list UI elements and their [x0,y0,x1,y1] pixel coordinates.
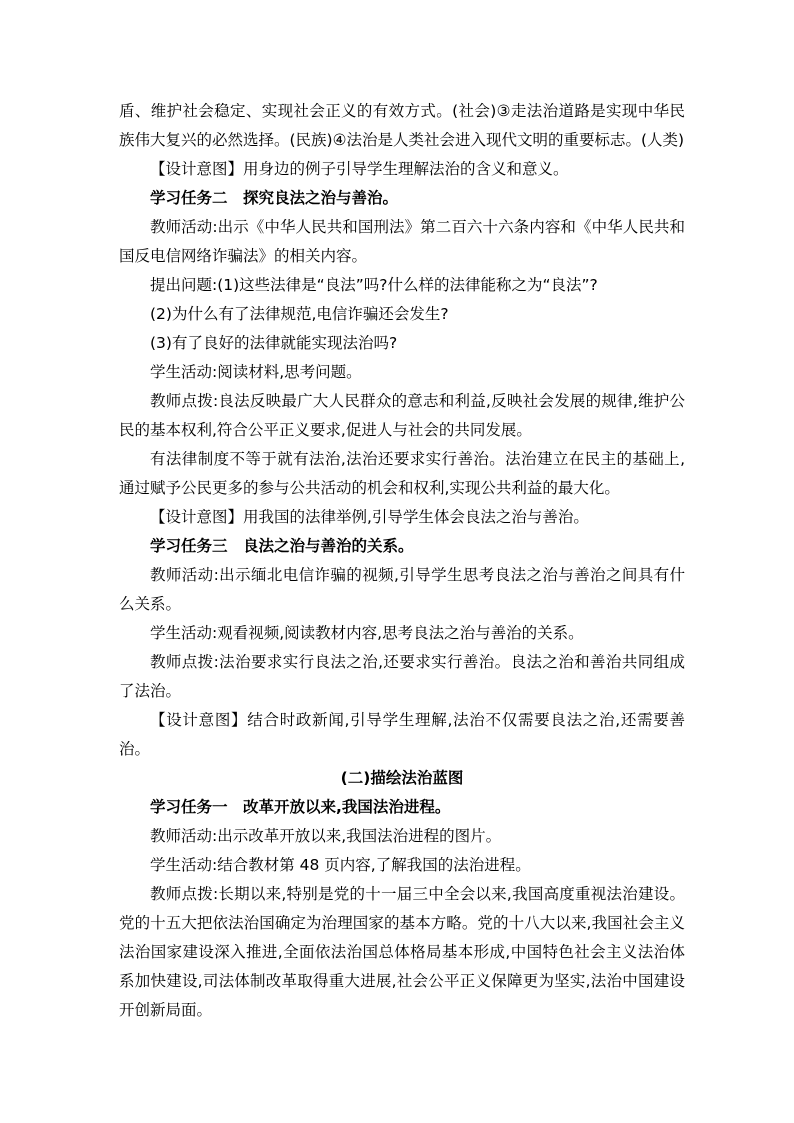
question-3: (3)有了良好的法律就能实现法治吗? [150,334,398,352]
task-heading-3: 学习任务三 良法之治与善治的关系。 [150,537,414,555]
student-activity-3: 学生活动:结合教材第 48 页内容,了解我国的法治进程。 [150,856,531,874]
design-intent-3: 【设计意图】结合时政新闻,引导学生理解,法治不仅需要良法之治,还需要善治。 [119,711,685,758]
student-activity-2: 学生活动:观看视频,阅读教材内容,思考良法之治与善治的关系。 [150,624,584,642]
design-intent-2: 【设计意图】用我国的法律举例,引导学生体会良法之治与善治。 [150,508,589,526]
teacher-activity-1: 教师活动:出示《中华人民共和国刑法》第二百六十六条内容和《中华人民共和国反电信网络诈骗法》的相关内容。 [119,218,685,265]
section-heading: (二)描绘法治蓝图 [340,769,464,787]
teacher-guidance-1: 教师点拨:良法反映最广大人民群众的意志和利益,反映社会发展的规律,维护公民的基本权利,符合公平正义要求,促进人与社会的共同发展。 [119,392,685,439]
design-intent-1: 【设计意图】用身边的例子引导学生理解法治的含义和意义。 [150,160,569,178]
task-heading-1: 学习任务一 改革开放以来,我国法治进程。 [150,798,451,816]
question-1: 提出问题:(1)这些法律是“良法”吗?什么样的法律能称之为“良法”? [150,276,598,294]
teacher-guidance-3: 教师点拨:长期以来,特别是党的十一届三中全会以来,我国高度重视法治建设。党的十五大把依法治国确定为治理国家的基本方略。党的十八大以来,我国社会主义法治国家建设深入推进,全面依法治国总体格局基本形成,中国特色社会主义法治体系加快建设,司法体制改革取得重大进展,社会公平正义保障更为坚实,法治中国建设开创新局面。 [119,885,685,1019]
student-activity-1: 学生活动:阅读材料,思考问题。 [150,363,362,381]
teacher-guidance-2: 教师点拨:法治要求实行良法之治,还要求实行善治。良法之治和善治共同组成了法治。 [119,653,685,700]
question-2: (2)为什么有了法律规范,电信诈骗还会发生? [150,305,449,323]
teacher-activity-2: 教师活动:出示缅北电信诈骗的视频,引导学生思考良法之治与善治之间具有什么关系。 [119,566,685,613]
paragraph-continuation: 盾、维护社会稳定、实现社会正义的有效方式。(社会)③走法治道路是实现中华民族伟大复兴的必然选择。(民族)④法治是人类社会进入现代文明的重要标志。(人类) [119,102,685,149]
teacher-activity-3: 教师活动:出示改革开放以来,我国法治进程的图片。 [150,827,502,845]
task-heading-2: 学习任务二 探究良法之治与善治。 [150,189,399,207]
paragraph-good-governance: 有法律制度不等于就有法治,法治还要求实行善治。法治建立在民主的基础上,通过赋予公民更多的参与公共活动的机会和权利,实现公共利益的最大化。 [119,450,685,497]
document-page [119,97,685,1025]
